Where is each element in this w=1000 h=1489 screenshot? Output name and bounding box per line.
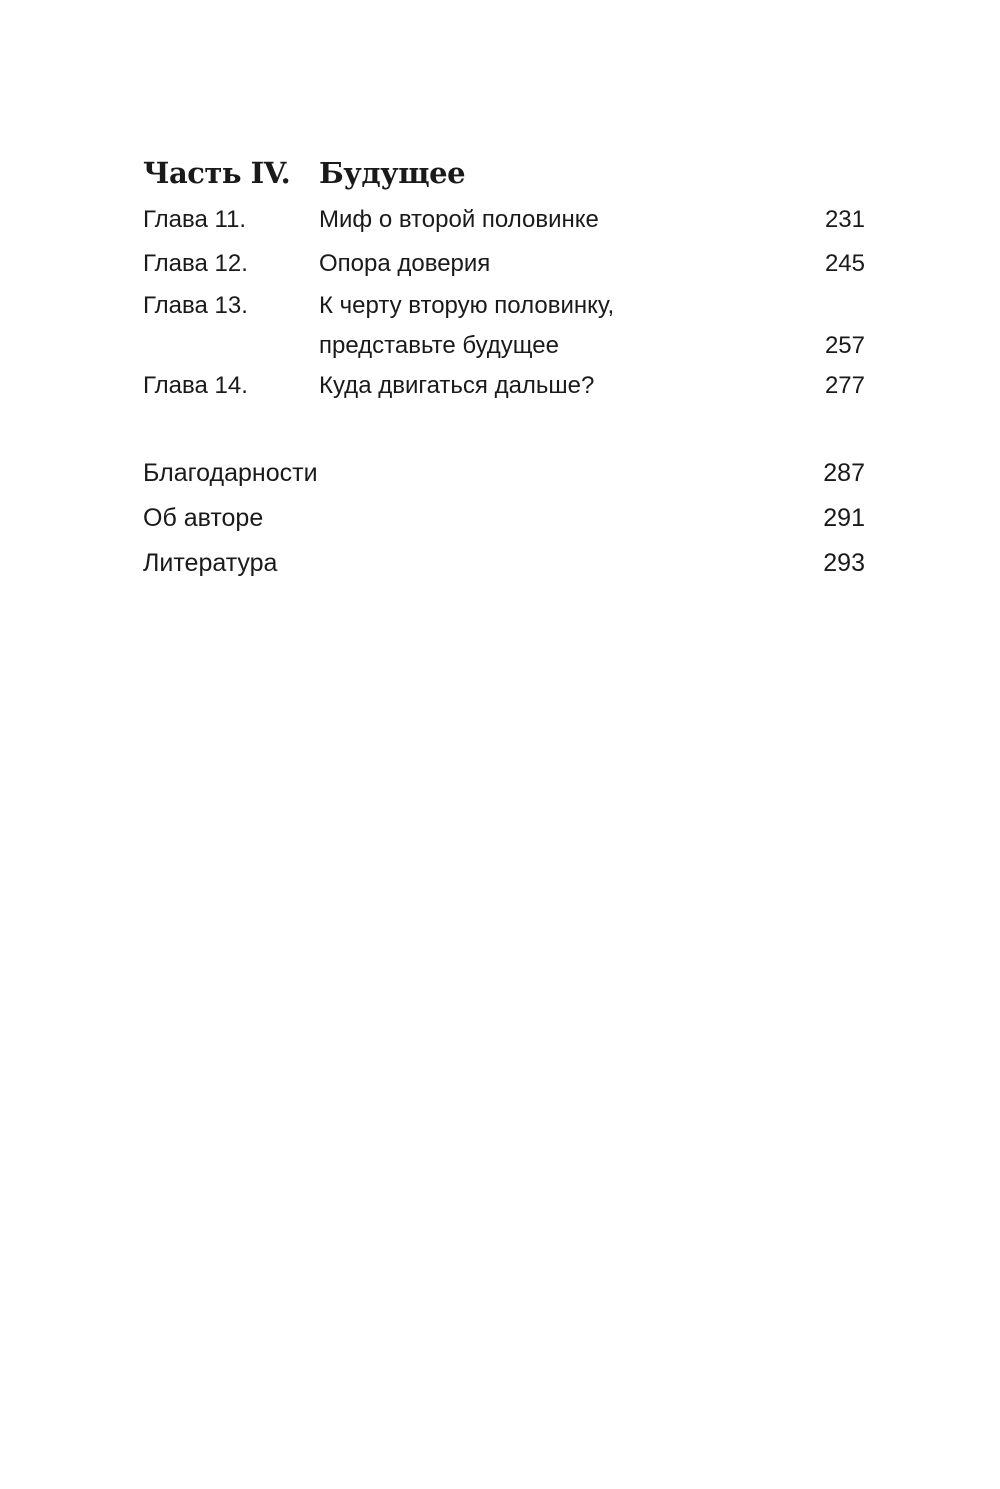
part-title: Будущее bbox=[319, 156, 466, 190]
chapter-title-line-1: К черту вторую половинку, bbox=[319, 292, 615, 319]
entry-label: Об авторе bbox=[143, 504, 264, 532]
entry-label: Благодарности bbox=[143, 459, 318, 487]
entry-label: Литература bbox=[143, 549, 278, 577]
part-heading bbox=[143, 150, 865, 198]
page-number: 277 bbox=[824, 372, 865, 399]
chapter-title: Опора доверия bbox=[319, 250, 491, 277]
chapter-title bbox=[319, 292, 614, 360]
chapter-label: Глава 13. bbox=[143, 292, 248, 319]
page-number: 231 bbox=[824, 206, 865, 233]
chapter-title-line-2: представьте будущее bbox=[319, 332, 559, 359]
toc-entry-chapter-11[interactable] bbox=[143, 206, 865, 246]
toc-entry-about-author[interactable] bbox=[143, 504, 865, 544]
chapter-title: Миф о второй половинке bbox=[319, 206, 599, 233]
chapter-label: Глава 12. bbox=[143, 250, 248, 277]
page-number: 257 bbox=[824, 332, 865, 359]
page-number: 293 bbox=[823, 549, 865, 577]
part-label: Часть IV. bbox=[143, 156, 291, 190]
toc-entry-chapter-14[interactable] bbox=[143, 372, 865, 412]
toc-entry-chapter-12[interactable] bbox=[143, 250, 865, 290]
chapter-label: Глава 11. bbox=[143, 206, 247, 233]
chapter-label: Глава 14. bbox=[143, 372, 248, 399]
toc-entry-chapter-13[interactable] bbox=[143, 292, 865, 372]
page-number: 291 bbox=[823, 504, 865, 532]
page-number: 287 bbox=[823, 459, 865, 487]
toc-entry-acknowledgements[interactable] bbox=[143, 459, 865, 499]
page-number: 245 bbox=[824, 250, 865, 277]
chapter-title: Куда двигаться дальше? bbox=[319, 372, 595, 399]
toc-entry-literature[interactable] bbox=[143, 549, 865, 589]
